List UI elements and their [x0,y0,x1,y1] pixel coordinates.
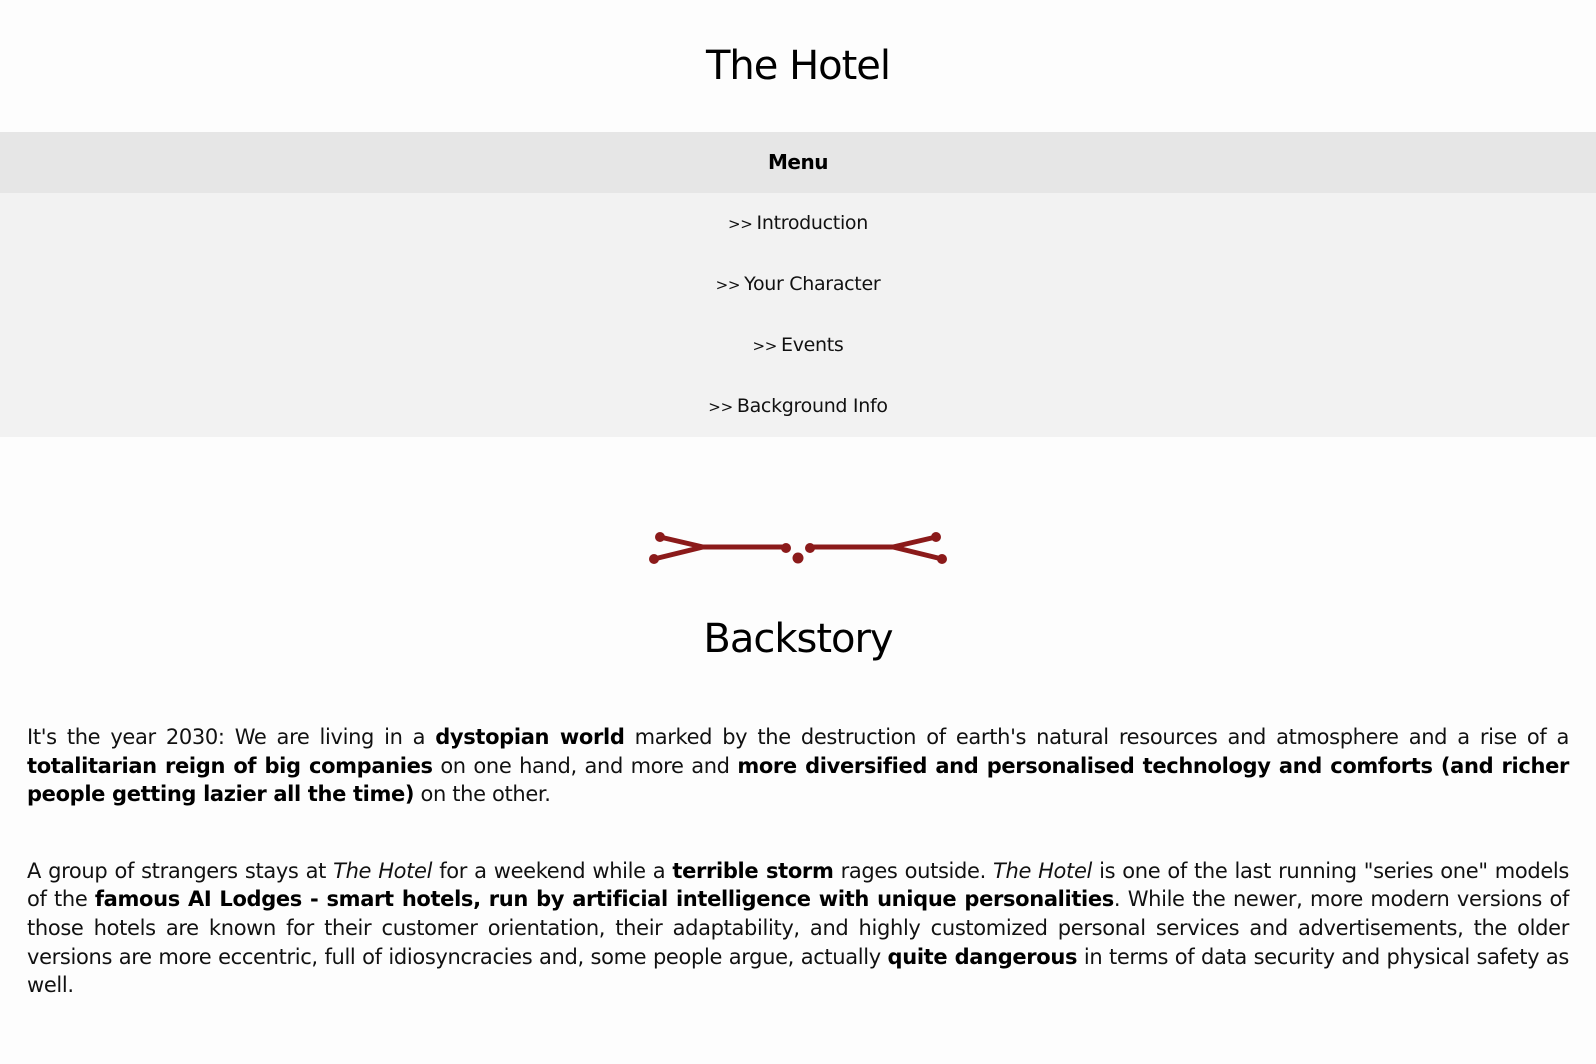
menu-item-introduction [0,193,1596,254]
backstory-paragraph-1: It's the year 2030: We are living in a dystopian world marked by the destruction of earth's natural resources and atmosphere and a rise of a totalitarian reign of big companies on one hand, and more and more diversified and personalised technology and comforts (and richer people getting lazier all the time) on the other. [27,725,1569,807]
menu-item-events [0,315,1596,376]
menu-list [0,193,1596,437]
main-menu [0,132,1596,437]
menu-header[interactable]: Menu [0,132,1596,193]
menu-item-label: Introduction [756,212,868,234]
menu-link-background-info[interactable] [708,395,887,417]
menu-item-your-character [0,254,1596,315]
main-content [0,723,1596,1000]
menu-item-label: Background Info [736,395,888,417]
double-chevron-right-icon: >> [715,276,741,294]
site-header [0,0,1596,132]
double-chevron-right-icon: >> [708,398,733,416]
double-chevron-right-icon: >> [727,215,753,233]
menu-item-background-info [0,376,1596,437]
ornamental-divider-icon [648,529,948,569]
menu-link-introduction[interactable] [728,212,868,234]
menu-link-your-character[interactable] [716,273,881,295]
menu-item-label: Events [781,334,844,356]
backstory-paragraph-2: A group of strangers stays at The Hotel for a weekend while a terrible storm rages outside. The Hotel is one of the last running "series one" models of the famous AI Lodges - smart hotels, run by artificial intelligence with unique personalities. While the newer, more modern versions of those hotels are known for their customer orientation, their adaptability, and highly customized personal services and advertisements, the older versions are more eccentric, full of idiosyncracies and, some people argue, actually quite dangerous in terms of data security and physical safety as well. [27,858,1570,998]
menu-link-events[interactable] [752,334,843,356]
site-title: The Hotel [705,43,891,89]
double-chevron-right-icon: >> [752,337,777,355]
section-title: Backstory [703,616,893,662]
menu-item-label: Your Character [744,273,881,295]
